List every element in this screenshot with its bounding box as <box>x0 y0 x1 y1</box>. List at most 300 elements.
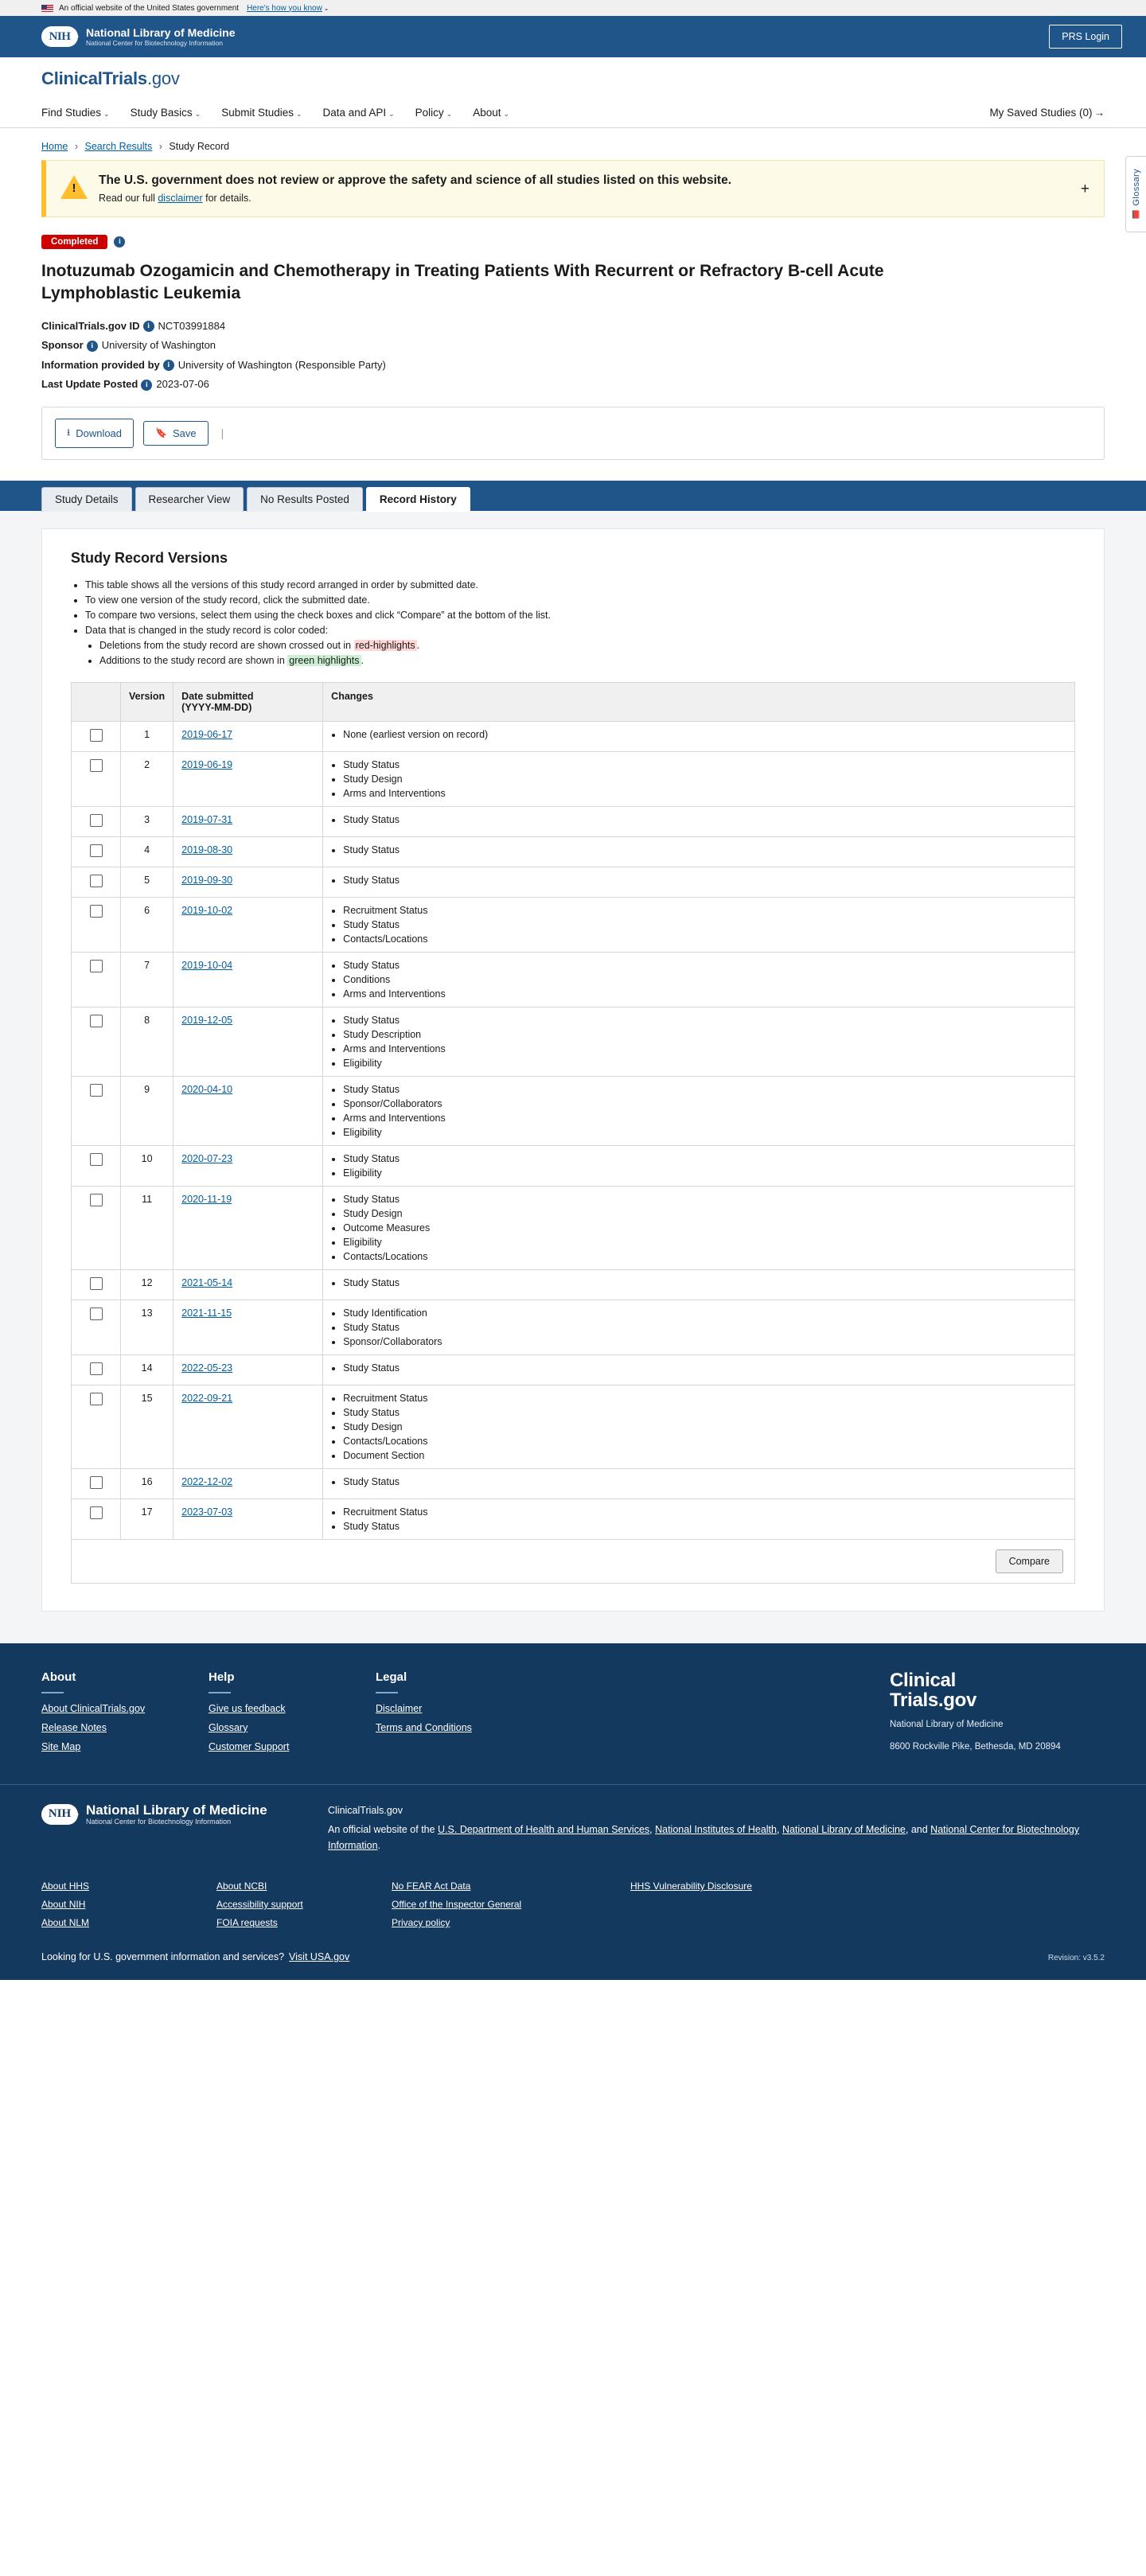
change-item: • Contacts/Locations <box>343 1251 1066 1262</box>
change-item: • Study Design <box>343 1421 1066 1432</box>
how-you-know-link[interactable]: Here's how you know <box>247 3 322 13</box>
chevron-down-icon: ⌄ <box>103 109 110 118</box>
version-number: 6 <box>121 897 173 952</box>
changes-cell <box>323 897 1075 952</box>
changes-cell <box>323 1269 1075 1300</box>
version-date-link[interactable]: 2022-09-21 <box>181 1392 233 1404</box>
table-row <box>72 867 1075 897</box>
changes-list <box>343 1393 1066 1461</box>
official-site-name: ClinicalTrials.gov <box>328 1804 403 1816</box>
version-number: 15 <box>121 1385 173 1468</box>
meta-value: University of Washington (Responsible Party) <box>177 358 386 371</box>
info-icon[interactable]: i <box>114 236 125 247</box>
nav-label: About <box>473 106 501 119</box>
version-checkbox[interactable] <box>90 759 103 772</box>
version-checkbox[interactable] <box>90 1084 103 1097</box>
link-hhs[interactable]: U.S. Department of Health and Human Services <box>438 1823 650 1835</box>
color-code-intro: Data that is changed in the study record is color coded: <box>85 624 329 636</box>
visit-usa-gov-link[interactable]: Visit USA.gov <box>289 1951 350 1962</box>
date-submitted-cell <box>173 1269 323 1300</box>
version-checkbox[interactable] <box>90 1393 103 1405</box>
study-actions-card <box>41 407 1105 460</box>
version-date-link[interactable]: 2022-05-23 <box>181 1362 233 1374</box>
version-checkbox[interactable] <box>90 875 103 887</box>
version-number: 3 <box>121 806 173 836</box>
change-item: • Study Status <box>343 875 1066 886</box>
record-history-panel <box>41 528 1105 1611</box>
table-row <box>72 1186 1075 1269</box>
changes-cell <box>323 1186 1075 1269</box>
tab-study-details[interactable]: Study Details <box>41 487 132 512</box>
nlm-logo[interactable] <box>41 1802 328 1826</box>
joiner: , and <box>905 1823 931 1835</box>
version-number: 16 <box>121 1468 173 1498</box>
breadcrumb-home[interactable]: Home <box>41 141 68 152</box>
my-saved-studies-link[interactable] <box>989 107 1105 119</box>
table-row <box>72 751 1075 806</box>
nav-item-policy[interactable] <box>415 107 453 119</box>
row-checkbox-cell <box>72 1269 121 1300</box>
footer-link-glossary[interactable]: Glossary <box>209 1721 248 1733</box>
version-date-link[interactable]: 2019-06-17 <box>181 728 233 740</box>
official-prefix: An official website of the <box>328 1823 439 1835</box>
version-date-link[interactable]: 2020-11-19 <box>181 1193 232 1205</box>
footer-brand-org: National Library of Medicine <box>890 1720 1004 1730</box>
meta-label: ClinicalTrials.gov ID <box>41 319 140 332</box>
change-item: • Study Status <box>343 1277 1066 1288</box>
change-item: • None (earliest version on record) <box>343 729 1066 740</box>
joiner: , <box>649 1823 656 1835</box>
meta-value: University of Washington <box>101 339 216 352</box>
change-item: • Arms and Interventions <box>343 1113 1066 1124</box>
changes-cell <box>323 721 1075 751</box>
footer-link-disclaimer[interactable]: Disclaimer <box>376 1702 423 1714</box>
version-date-link[interactable]: 2019-12-05 <box>181 1014 233 1026</box>
chevron-down-icon: ⌄ <box>194 109 201 118</box>
table-row <box>72 836 1075 867</box>
additions-prefix: Additions to the study record are shown in <box>99 654 288 666</box>
footer-main <box>0 1643 1146 1784</box>
footer-links-col-1 <box>41 1880 216 1935</box>
changes-list <box>343 759 1066 799</box>
footer-link-customer-support[interactable]: Customer Support <box>209 1740 290 1752</box>
row-checkbox-cell <box>72 1300 121 1354</box>
version-number: 13 <box>121 1300 173 1354</box>
footer-link-give-us-feedback[interactable]: Give us feedback <box>209 1702 286 1714</box>
joiner: , <box>776 1823 782 1835</box>
bookmark-icon: 🔖 <box>155 427 167 439</box>
panel-intro-list <box>85 579 1075 666</box>
chevron-down-icon: ⌄ <box>503 109 510 118</box>
row-checkbox-cell <box>72 952 121 1007</box>
site-brand-suffix: .gov <box>146 68 180 88</box>
date-submitted-cell <box>173 751 323 806</box>
additions-suffix: . <box>361 654 364 666</box>
table-row <box>72 1468 1075 1498</box>
version-number: 7 <box>121 952 173 1007</box>
nav-item-submit-studies[interactable] <box>221 107 302 119</box>
chevron-down-icon: ⌄ <box>323 4 329 12</box>
table-header-row <box>72 682 1075 721</box>
prs-login-button[interactable]: PRS Login <box>1049 25 1122 49</box>
alert-sub-suffix: for details. <box>202 193 251 204</box>
change-item: • Contacts/Locations <box>343 933 1066 945</box>
versions-table <box>71 682 1075 1540</box>
col-version: Version <box>121 682 173 721</box>
date-submitted-cell <box>173 867 323 897</box>
change-item: • Study Status <box>343 1521 1066 1532</box>
version-date-link[interactable]: 2022-12-02 <box>181 1475 233 1487</box>
table-row <box>72 897 1075 952</box>
col-date-submitted: Date submitted (YYYY-MM-DD) <box>173 682 323 721</box>
change-item: • Recruitment Status <box>343 1506 1066 1518</box>
change-item: • Eligibility <box>343 1127 1066 1138</box>
glossary-side-tab[interactable] <box>1125 156 1146 232</box>
changes-cell <box>323 1076 1075 1145</box>
table-row <box>72 1498 1075 1539</box>
version-checkbox[interactable] <box>90 729 103 742</box>
usa-text: Looking for U.S. government information and services? <box>41 1951 285 1962</box>
change-item: • Document Section <box>343 1450 1066 1461</box>
version-number: 1 <box>121 721 173 751</box>
divider <box>209 1692 231 1693</box>
glossary-tab-label: Glossary <box>1131 169 1141 206</box>
color-code-item <box>85 625 1075 666</box>
date-submitted-cell <box>173 1468 323 1498</box>
version-date-link[interactable]: 2023-07-03 <box>181 1506 233 1518</box>
changes-list <box>343 905 1066 945</box>
change-item: • Study Design <box>343 774 1066 785</box>
row-checkbox-cell <box>72 1468 121 1498</box>
version-number: 12 <box>121 1269 173 1300</box>
nav-label: Policy <box>415 106 444 119</box>
gov-banner-text: An official website of the United States government <box>59 3 240 13</box>
footer-link-site-map[interactable]: Site Map <box>41 1740 81 1752</box>
nlm-logo-line2: National Center for Biotechnology Information <box>86 1818 232 1826</box>
changes-list <box>343 1307 1066 1347</box>
date-submitted-cell <box>173 1186 323 1269</box>
arrow-right-icon: → <box>1093 106 1105 119</box>
download-label: Download <box>76 427 123 439</box>
footer-link-accessibility-support[interactable]: Accessibility support <box>216 1898 303 1910</box>
changes-list <box>343 1506 1066 1532</box>
table-row <box>72 1145 1075 1186</box>
footer-heading: Legal <box>376 1670 407 1684</box>
date-submitted-cell <box>173 1076 323 1145</box>
change-item: • Study Status <box>343 1194 1066 1205</box>
compare-button[interactable]: Compare <box>996 1549 1063 1573</box>
version-date-link[interactable]: 2021-05-14 <box>181 1276 233 1288</box>
tab-no-results-posted[interactable]: No Results Posted <box>247 487 363 512</box>
version-date-link[interactable]: 2019-10-02 <box>181 904 233 916</box>
alert-sub-prefix: Read our full <box>99 193 158 204</box>
breadcrumb-search-results[interactable]: Search Results <box>84 141 153 152</box>
chevron-down-icon: ⌄ <box>388 109 395 118</box>
change-item: • Study Description <box>343 1029 1066 1040</box>
nav-item-find-studies[interactable] <box>41 107 110 119</box>
info-icon[interactable]: i <box>143 321 154 332</box>
info-icon[interactable]: i <box>141 380 152 391</box>
row-checkbox-cell <box>72 751 121 806</box>
warning-triangle-icon: ! <box>60 175 88 199</box>
change-item: • Study Status <box>343 960 1066 971</box>
date-submitted-cell <box>173 1007 323 1076</box>
change-item: • Arms and Interventions <box>343 1043 1066 1054</box>
panel-heading: Study Record Versions <box>71 549 228 566</box>
versions-table-head <box>72 682 1075 721</box>
save-label: Save <box>172 427 197 439</box>
version-date-link[interactable]: 2020-04-10 <box>181 1083 233 1095</box>
breadcrumb <box>0 128 1146 160</box>
row-checkbox-cell <box>72 1186 121 1269</box>
us-flag-icon <box>41 5 53 12</box>
col-checkbox <box>72 682 121 721</box>
footer-links-col-2 <box>216 1880 392 1935</box>
row-checkbox-cell <box>72 806 121 836</box>
footer-usa-bar <box>0 1943 1146 1980</box>
changes-cell <box>323 1007 1075 1076</box>
change-item: • Study Status <box>343 1476 1066 1487</box>
footer-link-foia-requests[interactable]: FOIA requests <box>216 1916 278 1928</box>
footer-column-legal <box>376 1670 543 1760</box>
row-checkbox-cell <box>72 836 121 867</box>
red-highlight-sample: red-highlights <box>355 639 415 651</box>
changes-list <box>343 875 1066 886</box>
version-checkbox[interactable] <box>90 844 103 857</box>
version-checkbox[interactable] <box>90 1307 103 1320</box>
row-checkbox-cell <box>72 1076 121 1145</box>
disclaimer-alert <box>41 160 1105 217</box>
footer-link-office-of-inspector-general[interactable]: Office of the Inspector General <box>392 1898 522 1910</box>
alert-expand-button[interactable]: + <box>1080 181 1089 197</box>
version-date-link[interactable]: 2019-08-30 <box>181 844 233 855</box>
date-submitted-cell <box>173 897 323 952</box>
footer-link-release-notes[interactable]: Release Notes <box>41 1721 107 1733</box>
version-checkbox[interactable] <box>90 814 103 827</box>
changes-list <box>343 814 1066 825</box>
row-checkbox-cell <box>72 721 121 751</box>
divider <box>376 1692 398 1693</box>
changes-cell <box>323 1498 1075 1539</box>
nav-item-about[interactable] <box>473 107 509 119</box>
status-badge: Completed <box>41 235 107 249</box>
version-date-link[interactable]: 2019-06-19 <box>181 758 233 770</box>
site-brand-name: ClinicalTrials <box>41 68 147 88</box>
breadcrumb-separator: › <box>158 141 162 152</box>
book-icon: 📕 <box>1131 210 1141 220</box>
version-checkbox[interactable] <box>90 905 103 918</box>
download-icon: ⭳ <box>67 426 71 438</box>
footer-nlm-bar <box>0 1784 1146 1868</box>
nlm-logo-line1: National Library of Medicine <box>86 1802 267 1818</box>
version-date-link[interactable]: 2019-10-04 <box>181 959 233 971</box>
table-row <box>72 952 1075 1007</box>
link-nlm[interactable]: National Library of Medicine <box>782 1823 906 1835</box>
change-item: • Conditions <box>343 974 1066 985</box>
intro-item: • This table shows all the versions of this study record arranged in order by submitted date. <box>85 579 1075 590</box>
version-number: 4 <box>121 836 173 867</box>
change-item: • Recruitment Status <box>343 1393 1066 1404</box>
nih-logo-mark: NIH <box>41 26 78 47</box>
version-date-link[interactable]: 2020-07-23 <box>181 1152 233 1164</box>
changes-cell <box>323 867 1075 897</box>
changes-cell <box>323 836 1075 867</box>
download-button[interactable] <box>55 419 134 448</box>
table-row <box>72 806 1075 836</box>
version-checkbox[interactable] <box>90 1277 103 1290</box>
changes-cell <box>323 1300 1075 1354</box>
version-date-link[interactable]: 2019-09-30 <box>181 874 233 886</box>
color-code-additions <box>99 655 1075 666</box>
chevron-down-icon: ⌄ <box>446 109 453 118</box>
change-item: • Study Design <box>343 1208 1066 1219</box>
footer-link-privacy-policy[interactable]: Privacy policy <box>392 1916 450 1928</box>
nav-label: Submit Studies <box>221 106 294 119</box>
change-item: • Study Status <box>343 1084 1066 1095</box>
change-item: • Sponsor/Collaborators <box>343 1336 1066 1347</box>
footer-link-no-fear-act-data[interactable]: No FEAR Act Data <box>392 1880 471 1892</box>
deletions-suffix: . <box>416 639 420 651</box>
version-number: 8 <box>121 1007 173 1076</box>
tab-record-history[interactable]: Record History <box>366 487 470 512</box>
footer-brand <box>890 1670 1105 1760</box>
table-row <box>72 1269 1075 1300</box>
meta-row-nct-id <box>41 320 1105 333</box>
compare-row <box>71 1540 1075 1584</box>
change-item: • Study Status <box>343 919 1066 930</box>
info-icon[interactable]: i <box>163 360 174 371</box>
table-row <box>72 1354 1075 1385</box>
version-number: 10 <box>121 1145 173 1186</box>
divider <box>41 1692 64 1693</box>
version-checkbox[interactable] <box>90 1015 103 1027</box>
footer-link-about-nlm[interactable]: About NLM <box>41 1916 90 1928</box>
version-number: 11 <box>121 1186 173 1269</box>
date-submitted-cell <box>173 1498 323 1539</box>
intro-item: • To view one version of the study record, click the submitted date. <box>85 594 1075 606</box>
version-date-link[interactable]: 2021-11-15 <box>181 1307 232 1319</box>
footer-brand-line1: Clinical <box>890 1669 956 1691</box>
change-item: • Study Status <box>343 814 1066 825</box>
footer-link-columns <box>0 1868 1146 1943</box>
change-item: • Eligibility <box>343 1058 1066 1069</box>
alert-subtext <box>99 193 1068 204</box>
link-nih[interactable]: National Institutes of Health <box>655 1823 777 1835</box>
disclaimer-link[interactable]: disclaimer <box>158 193 203 204</box>
date-submitted-cell <box>173 1300 323 1354</box>
changes-cell <box>323 751 1075 806</box>
changes-cell <box>323 1354 1075 1385</box>
info-icon[interactable]: i <box>87 341 98 352</box>
version-checkbox[interactable] <box>90 1194 103 1206</box>
footer-links-col-4 <box>630 1880 869 1935</box>
deletions-prefix: Deletions from the study record are shown crossed out in <box>99 639 354 651</box>
tab-researcher-view[interactable]: Researcher View <box>135 487 244 512</box>
footer-links-col-3 <box>392 1880 630 1935</box>
version-checkbox[interactable] <box>90 1476 103 1489</box>
versions-table-body <box>72 721 1075 1539</box>
footer-link-about-clinicaltrials[interactable]: About ClinicalTrials.gov <box>41 1702 146 1714</box>
meta-label: Sponsor <box>41 339 84 352</box>
main-navigation <box>41 97 1105 127</box>
panel-wrapper <box>0 511 1146 1643</box>
nav-label: Find Studies <box>41 106 102 119</box>
version-date-link[interactable]: 2019-07-31 <box>181 813 233 825</box>
date-submitted-cell <box>173 721 323 751</box>
change-item: • Study Identification <box>343 1307 1066 1319</box>
government-banner <box>0 0 1146 16</box>
changes-list <box>343 1277 1066 1288</box>
table-row <box>72 1007 1075 1076</box>
chevron-down-icon: ⌄ <box>295 109 302 118</box>
footer-link-about-ncbi[interactable]: About NCBI <box>216 1880 267 1892</box>
changes-cell <box>323 1468 1075 1498</box>
row-checkbox-cell <box>72 1385 121 1468</box>
revision-label: Revision: v3.5.2 <box>1047 1953 1105 1962</box>
footer-column-help <box>209 1670 376 1760</box>
link-ncbi[interactable]: National Center for Biotechnology Information <box>328 1823 1080 1851</box>
footer-link-about-hhs[interactable]: About HHS <box>41 1880 90 1892</box>
version-checkbox[interactable] <box>90 1362 103 1375</box>
version-checkbox[interactable] <box>90 960 103 972</box>
changes-list <box>343 844 1066 855</box>
record-tabs <box>0 481 1146 511</box>
nav-item-study-basics[interactable] <box>131 107 201 119</box>
official-website-statement <box>328 1802 1105 1853</box>
site-brand[interactable] <box>41 57 1105 97</box>
date-submitted-cell <box>173 1354 323 1385</box>
changes-list <box>343 729 1066 740</box>
footer-heading: About <box>41 1670 76 1684</box>
row-checkbox-cell <box>72 867 121 897</box>
table-row <box>72 1385 1075 1468</box>
intro-item: • To compare two versions, select them using the check boxes and click “Compare” at the bottom of the list. <box>85 610 1075 621</box>
footer-brand-line2: Trials.gov <box>890 1689 977 1712</box>
version-checkbox[interactable] <box>90 1153 103 1166</box>
date-submitted-cell <box>173 952 323 1007</box>
nih-logo-line1: National Library of Medicine <box>86 25 236 39</box>
main-content <box>0 160 1146 460</box>
meta-row-information-provided-by <box>41 359 1105 372</box>
footer-link-hhs-vulnerability-disclosure[interactable]: HHS Vulnerability Disclosure <box>630 1880 752 1892</box>
change-item: • Study Status <box>343 759 1066 770</box>
nav-label: Data and API <box>322 106 387 119</box>
change-item: • Study Status <box>343 1407 1066 1418</box>
status-row <box>41 235 1105 249</box>
footer-link-about-nih[interactable]: About NIH <box>41 1898 86 1910</box>
version-checkbox[interactable] <box>90 1506 103 1519</box>
meta-value: 2023-07-06 <box>156 378 209 391</box>
row-checkbox-cell <box>72 1007 121 1076</box>
change-item: • Study Status <box>343 1015 1066 1026</box>
version-number: 2 <box>121 751 173 806</box>
changes-list <box>343 1153 1066 1179</box>
meta-label: Information provided by <box>41 358 160 371</box>
changes-list <box>343 1476 1066 1487</box>
table-row <box>72 1076 1075 1145</box>
footer-heading: Help <box>209 1670 235 1684</box>
table-row <box>72 721 1075 751</box>
save-button[interactable] <box>143 421 209 446</box>
green-highlight-sample: green highlights <box>289 654 360 666</box>
nav-item-data-and-api[interactable] <box>323 107 395 119</box>
nih-header-bar <box>0 16 1146 57</box>
meta-row-last-update-posted <box>41 378 1105 391</box>
footer-link-terms-and-conditions[interactable]: Terms and Conditions <box>376 1721 472 1733</box>
breadcrumb-separator: › <box>74 141 78 152</box>
nih-logo[interactable] <box>41 26 235 48</box>
breadcrumb-current: Study Record <box>169 141 230 152</box>
